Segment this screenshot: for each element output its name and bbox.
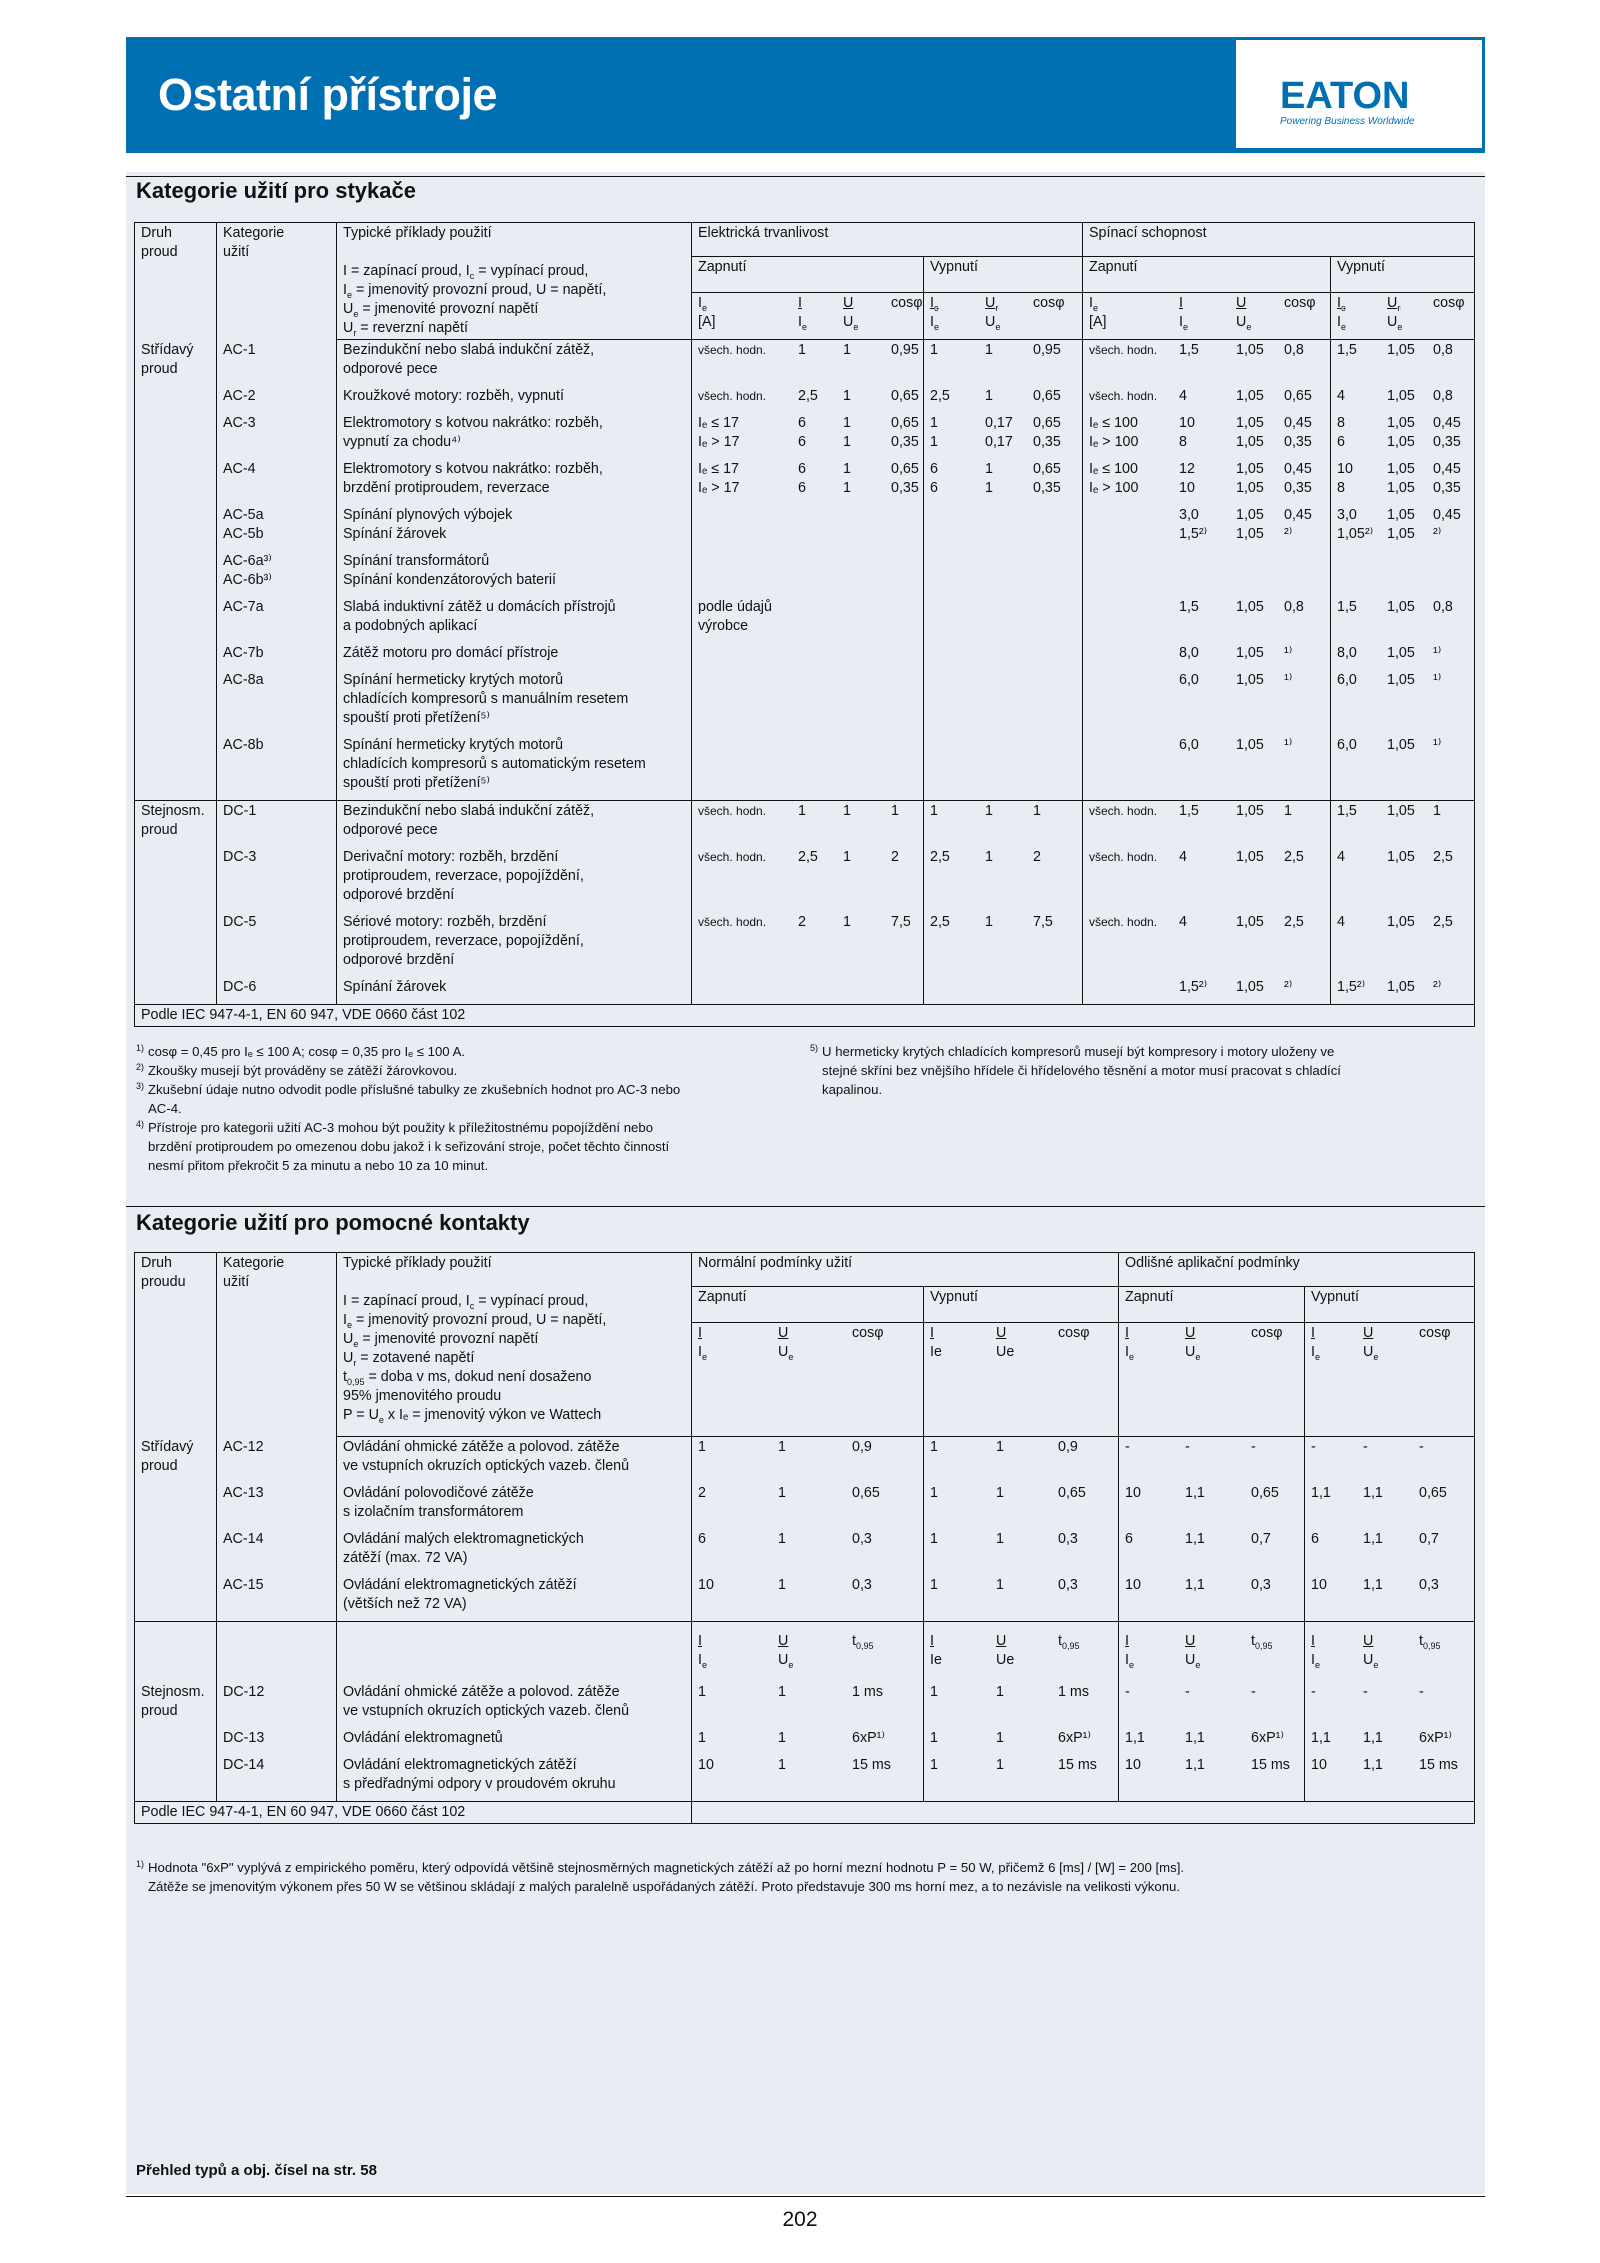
elt-off-values: 1 1 0,17 0,17 0,65 0,35 [930, 415, 1061, 450]
values: 1 1 15 ms [930, 1757, 1097, 1773]
table-row: DC-14 Ovládání elektromagnetických zátěží s předřadnými odpory v proudovém okruhu 10 1 15 ms 1 1 15 ms 10 1,1 15 ms 10 1,1 15 ms [135, 1755, 1475, 1802]
elt-off-values: 2,5 1 0,65 [930, 388, 1061, 404]
table-row: Stejnosm. proud DC-1 Bezindukční nebo slabá indukční zátěž, odporové pece všech. hodn. 1 1 1 1 1 1 všech. hodn. 1,5 1,05 1 1,5 1,05 1 [135, 801, 1475, 848]
header-grid [930, 294, 1078, 332]
elt-on-values: všech. hodn. 2,5 1 2 [698, 849, 899, 865]
table-row: DC-3 Derivační motory: rozběh, brzdění protiproudem, reverzace, popojíždění, odporové brzdění všech. hodn. 2,5 1 2 2,5 1 2 všech. hodn. 4 1,05 2,5 4 1,05 2,5 [135, 847, 1475, 912]
column-header: U $U_e$ [1236, 295, 1252, 332]
elt-on-values: všech. hodn. 2,5 1 0,65 [698, 388, 919, 404]
table-row: Střídavý proud AC-1 Bezindukční nebo slabá indukční zátěž, odporové pece všech. hodn. 1 1 0,95 1 1 0,95 všech. hodn. 1,5 1,05 0,8 1,5 1,05 0,8 [135, 340, 1475, 387]
values: - - - [1311, 1439, 1424, 1455]
values: 1,1 1,1 0,65 [1311, 1485, 1447, 1501]
column-header: U $U_e$ [1185, 1633, 1201, 1670]
contactor-categories-table: Druh proud Kategorie užití Typické příklady použití I = zapínací proud, $I_c$ = vypínací proud, $I_e$ = jmenovitý provozní proud, U = napětí, $U_e$ = jmenovité provozní napětí $U_r$ = reverzní napětí Elektrická trvanlivost Spínací schopnost Zapnutí Vypnutí Zapnutí Vypnutí $I_e$ [A] I $I_e$ U $U_e$ cosφ $I_c$ $I_e$ $U_r$ $U_e$ cosφ $I_e$ [A] I $I_e$ U $U_e$ cosφ $I_c$ $I_e$ $U_r$ $U_e$ cosφ Střídavý proud AC-1 Bezindukční nebo slabá indukční zátěž, odporové pece všech. hodn. 1 1 0,95 1 1 0,95 všech. hodn. 1,5 1,05 0,8 1,5 1,05 0,8 AC-2 Kroužkové motory: rozběh, vypnutí všech. hodn. 2,5 1 0,65 2,5 1 0,65 všech. hodn. 4 1,05 0,65 4 1,05 0,8 AC-3 Elektromotory s kotvou nakrátko: rozběh, vypnutí za chodu⁴⁾ Iₑ ≤ 17 Iₑ > 17 6 6 1 1 0,65 0,35 1 1 0,17 0,17 0,65 0,35 Iₑ ≤ 100 Iₑ > 100 10 8 1,05 1,05 0,45 0,35 8 6 1,05 1,05 0,45 0,35 AC-4 Elektromotory s kotvou nakrátko: rozběh, brzdění protiproudem, reverzace Iₑ ≤ 17 Iₑ > 17 6 6 1 1 0,65 0,35 6 6 1 1 0,65 0,35 Iₑ ≤ 100 Iₑ > 100 12 10 1,05 1,05 0,45 0,35 10 8 1,05 1,05 0,45 0,35 AC-5a AC-5b Spínání plynových výbojek Spínání žárovek 3,0 1,5²⁾ 1,05 1,05 0,45 ²⁾ 3,0 1,05²⁾ 1,05 1,05 0,45 ²⁾ AC-6a³⁾ AC-6b³⁾ Spínání transformátorů Spínání kondenzátorových baterií AC-7a Slabá induktivní zátěž u domácích přístrojů a podobných aplikací podle údajů výrobce 1,5 1,05 0,8 1,5 1,05 0,8 AC-7b Zátěž motoru pro domácí přístroje 8,0 1,05 ¹⁾ 8,0 1,05 ¹⁾ AC-8a Spínání hermeticky krytých motorů chladících kompresorů s manuálním resetem spouští proti přetížení⁵⁾ 6,0 1,05 ¹⁾ 6,0 1,05 ¹⁾ AC-8b Spínání hermeticky krytých motorů chladících kompresorů s automatickým resetem spouští proti přetížení⁵⁾ 6,0 1,05 ¹⁾ 6,0 1,05 ¹⁾ Stejnosm. proud DC-1 Bezindukční nebo slabá indukční zátěž, odporové pece všech. hodn. 1 1 1 1 1 1 všech. hodn. 1,5 1,05 1 1,5 1,05 1 DC-3 Derivační motory: rozběh, brzdění protiproudem, reverzace, popojíždění, odporové brzdění všech. hodn. 2,5 1 2 2,5 1 2 všech. hodn. 4 1,05 2,5 4 1,05 2,5 DC-5 Sériové motory: rozběh, brzdění protiproudem, reverzace, popojíždění, odporové brzdění všech. hodn. 2 1 7,5 2,5 1 7,5 všech. hodn. 4 1,05 2,5 4 1,05 2,5 DC-6 Spínání žárovek 1,5²⁾ 1,05 ²⁾ 1,5²⁾ 1,05 ²⁾ Podle IEC 947-4-1, EN 60 947, VDE 0660 část 102 [134, 222, 1475, 1027]
sw-off-values: 4 1,05 2,5 [1337, 849, 1453, 865]
table-row: Střídavý proud AC-12 Ovládání ohmické zátěže a polovod. zátěže ve vstupních okruzích optických vazeb. členů 1 1 0,9 1 1 0,9 - - - - - - [135, 1437, 1475, 1484]
sw-on-values: všech. hodn. 1,5 1,05 1 [1089, 803, 1292, 819]
table-row: AC-7a Slabá induktivní zátěž u domácích přístrojů a podobných aplikací podle údajů výrobce 1,5 1,05 0,8 1,5 1,05 0,8 [135, 597, 1475, 643]
divider [126, 2196, 1485, 2197]
table-row: AC-13 Ovládání polovodičové zátěže s izolačním transformátorem 2 1 0,65 1 1 0,65 10 1,1 0,65 1,1 1,1 0,65 [135, 1483, 1475, 1529]
column-header: U Ue [996, 1325, 1015, 1360]
footnote: 4) Přístroje pro kategorii užití AC-3 mohou být použity k příležitostnému popojíždění nebo brzdění protiproudem po omezenou dobu jakož i k seřizování stroje, počet těchto činností nesmí přitom překročit 5 za minutu a nebo 10 za 10 minut. [136, 1119, 670, 1173]
aux-contact-categories-table: Druh proudu Kategorie užití Typické příklady použití I = zapínací proud, $I_c$ = vypínací proud, $I_e$ = jmenovitý provozní proud, U = napětí, $U_e$ = jmenovité provozní napětí $U_r$ = zotavené napětí $t_{0,95}$ = doba v ms, dokud není dosaženo 95% jmenovitého proudu $P = U_e$ x Iₑ = jmenovitý výkon ve Wattech Normální podmínky užití Odlišné aplikační podmínky Zapnutí Vypnutí Zapnutí Vypnutí I $I_e$ U $U_e$ cosφ I Ie U Ue cosφ I $I_e$ U $U_e$ cosφ I $I_e$ U $U_e$ cosφ Střídavý proud AC-12 Ovládání ohmické zátěže a polovod. zátěže ve vstupních okruzích optických vazeb. členů 1 1 0,9 1 1 0,9 - - - - - - AC-13 Ovládání polovodičové zátěže s izolačním transformátorem 2 1 0,65 1 1 0,65 10 1,1 0,65 1,1 1,1 0,65 AC-14 Ovládání malých elektromagnetických zátěží (max. 72 VA) 6 1 0,3 1 1 0,3 6 1,1 0,7 6 1,1 0,7 AC-15 Ovládání elektromagnetických zátěží (větších než 72 VA) 10 1 0,3 1 1 0,3 10 1,1 0,3 10 1,1 0,3 I $I_e$ U $U_e$ $t_{0,95}$ I Ie U Ue $t_{0,95}$ I $I_e$ U $U_e$ $t_{0,95}$ I $I_e$ U $U_e$ $t_{0,95}$ Stejnosm. proud DC-12 Ovládání ohmické zátěže a polovod. zátěže ve vstupních okruzích optických vazeb. členů 1 1 1 ms 1 1 1 ms - - - - - - DC-13 Ovládání elektromagnetů 1 1 6xP¹⁾ 1 1 6xP¹⁾ 1,1 1,1 6xP¹⁾ 1,1 1,1 6xP¹⁾ DC-14 Ovládání elektromagnetických zátěží s předřadnými odpory v proudovém okruhu 10 1 15 ms 1 1 15 ms 10 1,1 15 ms 10 1,1 15 ms Podle IEC 947-4-1, EN 60 947, VDE 0660 část 102 [134, 1252, 1475, 1824]
sw-on-values: Iₑ ≤ 100 Iₑ > 100 10 8 1,05 1,05 0,45 0,35 [1089, 415, 1312, 450]
elt-on-values: podle údajů výrobce [698, 599, 772, 634]
sw-on-values: všech. hodn. 1,5 1,05 0,8 [1089, 342, 1304, 358]
values: 10 1,1 0,3 [1125, 1577, 1271, 1593]
sw-on-values: 3,0 1,5²⁾ 1,05 1,05 0,45 ²⁾ [1179, 507, 1312, 542]
sw-off-values: 6,0 1,05 ¹⁾ [1337, 737, 1442, 753]
column-header: $t_{0,95}$ [1419, 1633, 1441, 1651]
sw-off-values: 1,5²⁾ 1,05 ²⁾ [1337, 979, 1442, 995]
divider [126, 1206, 1485, 1207]
sw-off-values: 4 1,05 2,5 [1337, 914, 1453, 930]
column-header: U $U_e$ [1363, 1633, 1379, 1670]
table-row: DC-5 Sériové motory: rozběh, brzdění protiproudem, reverzace, popojíždění, odporové brzdění všech. hodn. 2 1 7,5 2,5 1 7,5 všech. hodn. 4 1,05 2,5 4 1,05 2,5 [135, 912, 1475, 977]
column-header: $I_c$ $I_e$ [930, 295, 939, 332]
sw-on-values: 6,0 1,05 ¹⁾ [1179, 672, 1293, 688]
column-header: cosφ [891, 295, 923, 311]
values: - - - [1125, 1684, 1256, 1700]
header-grid [1337, 294, 1470, 332]
table-row: AC-5a AC-5b Spínání plynových výbojek Spínání žárovek 3,0 1,5²⁾ 1,05 1,05 0,45 ²⁾ 3,0 1,05²⁾ 1,05 1,05 0,45 ²⁾ [135, 505, 1475, 551]
sw-on-values: 6,0 1,05 ¹⁾ [1179, 737, 1293, 753]
header-grid [930, 1632, 1114, 1670]
elt-on-values: Iₑ ≤ 17 Iₑ > 17 6 6 1 1 0,65 0,35 [698, 461, 919, 496]
values: 10 1,1 15 ms [1311, 1757, 1458, 1773]
column-header: I $I_e$ [1311, 1325, 1320, 1362]
source-note: Podle IEC 947-4-1, EN 60 947, VDE 0660 část 102 [135, 1005, 1475, 1027]
header-grid [1125, 1632, 1300, 1670]
eaton-logo-mark [1280, 78, 1430, 112]
footnote: 2) Zkoušky musejí být prováděny se zátěží žárovkovou. [136, 1062, 458, 1078]
values: 10 1 15 ms [698, 1757, 891, 1773]
sw-on-values: 1,5²⁾ 1,05 ²⁾ [1179, 979, 1293, 995]
column-header: I $I_e$ [698, 1633, 707, 1670]
column-header: I $I_e$ [698, 1325, 707, 1362]
elt-off-values: 2,5 1 7,5 [930, 914, 1053, 930]
legend: I = zapínací proud, $I_c$ = vypínací proud, $I_e$ = jmenovitý provozní proud, U = napětí, $U_e$ = jmenovité provozní napětí $U_r$ = reverzní napětí [343, 263, 607, 338]
sw-off-values: 3,0 1,05²⁾ 1,05 1,05 0,45 ²⁾ [1337, 507, 1461, 542]
values: 1 1 0,3 [930, 1577, 1078, 1593]
table-row: AC-8a Spínání hermeticky krytých motorů chladících kompresorů s manuálním resetem spouští proti přetížení⁵⁾ 6,0 1,05 ¹⁾ 6,0 1,05 ¹⁾ [135, 670, 1475, 735]
column-header: U $U_e$ [778, 1633, 794, 1670]
column-header: I $I_e$ [1125, 1325, 1134, 1362]
column-header: $I_e$ [A] [698, 295, 716, 330]
sw-off-values: 8 6 1,05 1,05 0,45 0,35 [1337, 415, 1461, 450]
table-row: DC-6 Spínání žárovek 1,5²⁾ 1,05 ²⁾ 1,5²⁾ 1,05 ²⁾ [135, 977, 1475, 1005]
divider [126, 176, 1485, 177]
column-header: $U_r$ $U_e$ [985, 295, 1001, 332]
eaton-logo [1235, 39, 1483, 149]
header-grid [1125, 1324, 1300, 1362]
column-header: cosφ [1033, 295, 1065, 311]
sw-off-values: 6,0 1,05 ¹⁾ [1337, 672, 1442, 688]
header-grid [1311, 1324, 1470, 1362]
values: 1,1 1,1 6xP¹⁾ [1311, 1730, 1452, 1746]
elt-off-values: 6 6 1 1 0,65 0,35 [930, 461, 1061, 496]
column-header: cosφ [1058, 1325, 1090, 1341]
elt-off-values: 2,5 1 2 [930, 849, 1041, 865]
content-area [126, 172, 1485, 2194]
table-row: AC-15 Ovládání elektromagnetických zátěží (větších než 72 VA) 10 1 0,3 1 1 0,3 10 1,1 0,3 10 1,1 0,3 [135, 1575, 1475, 1622]
source-note: Podle IEC 947-4-1, EN 60 947, VDE 0660 část 102 [135, 1802, 692, 1824]
table-row: AC-7b Zátěž motoru pro domácí přístroje 8,0 1,05 ¹⁾ 8,0 1,05 ¹⁾ [135, 643, 1475, 670]
sw-on-values: všech. hodn. 4 1,05 2,5 [1089, 914, 1304, 930]
sw-off-values: 1,5 1,05 0,8 [1337, 342, 1453, 358]
sw-off-values: 4 1,05 0,8 [1337, 388, 1453, 404]
column-header: U Ue [996, 1633, 1015, 1668]
column-header: $t_{0,95}$ [852, 1633, 874, 1651]
values: 1 1 0,9 [698, 1439, 872, 1455]
column-header: $I_c$ $I_e$ [1337, 295, 1346, 332]
column-header: $U_r$ $U_e$ [1387, 295, 1403, 332]
column-header: U $U_e$ [1185, 1325, 1201, 1362]
table-row: AC-6a³⁾ AC-6b³⁾ Spínání transformátorů Spínání kondenzátorových baterií [135, 551, 1475, 597]
column-header: I Ie [930, 1633, 942, 1668]
elt-on-values: všech. hodn. 2 1 7,5 [698, 914, 911, 930]
table-row: AC-3 Elektromotory s kotvou nakrátko: rozběh, vypnutí za chodu⁴⁾ Iₑ ≤ 17 Iₑ > 17 6 6 1 1 0,65 0,35 1 1 0,17 0,17 0,65 0,35 Iₑ ≤ 100 Iₑ > 100 10 8 1,05 1,05 0,45 0,35 8 6 1,05 1,05 0,45 0,35 [135, 413, 1475, 459]
header-grid [698, 1324, 919, 1362]
sw-off-values: 1,5 1,05 1 [1337, 803, 1441, 819]
values: 1 1 1 ms [698, 1684, 883, 1700]
column-header: U $U_e$ [1363, 1325, 1379, 1362]
values: 1 1 6xP¹⁾ [930, 1730, 1091, 1746]
column-header: $t_{0,95}$ [1251, 1633, 1273, 1651]
elt-off-values: 1 1 1 [930, 803, 1041, 819]
values: 10 1,1 0,65 [1125, 1485, 1279, 1501]
values: 6 1,1 0,7 [1311, 1531, 1439, 1547]
column-header: I $I_e$ [1125, 1633, 1134, 1670]
header-grid [1089, 294, 1326, 332]
column-header: I Ie [930, 1325, 942, 1360]
sw-on-values: Iₑ ≤ 100 Iₑ > 100 12 10 1,05 1,05 0,45 0,35 [1089, 461, 1312, 496]
column-header: cosφ [1251, 1325, 1283, 1341]
column-header: U $U_e$ [843, 295, 859, 332]
sw-off-values: 8,0 1,05 ¹⁾ [1337, 645, 1442, 661]
column-header: I $I_e$ [1311, 1633, 1320, 1670]
footnote: 1) cosφ = 0,45 pro Iₑ ≤ 100 A; cosφ = 0,35 pro Iₑ ≤ 100 A. [136, 1043, 466, 1059]
values: 1 1 0,3 [930, 1531, 1078, 1547]
typ-header: Typické příklady použití [343, 1255, 492, 1271]
elt-on-values: všech. hodn. 1 1 1 [698, 803, 899, 819]
header-grid [698, 294, 923, 332]
logo-text: EATON [1280, 78, 1410, 112]
sw-on-values: všech. hodn. 4 1,05 2,5 [1089, 849, 1304, 865]
table-row: AC-2 Kroužkové motory: rozběh, vypnutí všech. hodn. 2,5 1 0,65 2,5 1 0,65 všech. hodn. 4 1,05 0,65 4 1,05 0,8 [135, 386, 1475, 413]
page-number: 202 [782, 2208, 818, 2231]
values: 2 1 0,65 [698, 1485, 880, 1501]
footnotes-right [810, 1042, 1470, 1099]
column-header: $I_e$ [A] [1089, 295, 1107, 330]
sw-on-values: 8,0 1,05 ¹⁾ [1179, 645, 1293, 661]
values: 6 1,1 0,7 [1125, 1531, 1271, 1547]
column-header: U $U_e$ [778, 1325, 794, 1362]
header-grid [930, 1324, 1114, 1362]
values: 1 1 0,65 [930, 1485, 1086, 1501]
column-header: cosφ [1433, 295, 1465, 311]
section-title-contactors: Kategorie užití pro stykače [136, 178, 416, 203]
sw-off-values: 10 8 1,05 1,05 0,45 0,35 [1337, 461, 1461, 496]
footnote: 5) U hermeticky krytých chladících kompresorů musejí být kompresory i motory uloženy ve stejné skříni bez vnějšího hřídele či hřídelového těsnění a motor musí pracovat s chladící kapalinou. [810, 1043, 1341, 1097]
footnote: 3) Zkušební údaje nutno odvodit podle příslušné tabulky ze zkušebních hodnot pro AC-3 nebo AC-4. [136, 1081, 681, 1116]
values: 1 1 6xP¹⁾ [698, 1730, 885, 1746]
values: - - - [1311, 1684, 1424, 1700]
typ-header: Typické příklady použití [343, 225, 492, 241]
footnotes-left [136, 1042, 816, 1175]
page-title: Ostatní přístroje [158, 69, 498, 120]
table-row: AC-14 Ovládání malých elektromagnetických zátěží (max. 72 VA) 6 1 0,3 1 1 0,3 6 1,1 0,7 6 1,1 0,7 [135, 1529, 1475, 1575]
values: 10 1,1 15 ms [1125, 1757, 1290, 1773]
page-header [126, 37, 1485, 153]
table-row: DC-13 Ovládání elektromagnetů 1 1 6xP¹⁾ 1 1 6xP¹⁾ 1,1 1,1 6xP¹⁾ 1,1 1,1 6xP¹⁾ [135, 1728, 1475, 1755]
values: 1 1 0,9 [930, 1439, 1078, 1455]
column-header: cosφ [1284, 295, 1316, 311]
column-header: I $I_e$ [1179, 295, 1188, 332]
values: 1,1 1,1 6xP¹⁾ [1125, 1730, 1284, 1746]
elt-on-values: všech. hodn. 1 1 0,95 [698, 342, 919, 358]
legend: I = zapínací proud, $I_c$ = vypínací proud, $I_e$ = jmenovitý provozní proud, U = napětí, $U_e$ = jmenovité provozní napětí $U_r$ = zotavené napětí $t_{0,95}$ = doba v ms, dokud není dosaženo 95% jmenovitého proudu $P = U_e$ x Iₑ = jmenovitý výkon ve Wattech [343, 1293, 607, 1425]
table-row: Stejnosm. proud DC-12 Ovládání ohmické zátěže a polovod. zátěže ve vstupních okruzích optických vazeb. členů 1 1 1 ms 1 1 1 ms - - - - - - [135, 1682, 1475, 1728]
elt-off-values: 1 1 0,95 [930, 342, 1061, 358]
elt-on-values: Iₑ ≤ 17 Iₑ > 17 6 6 1 1 0,65 0,35 [698, 415, 919, 450]
footnote: 1) Hodnota "6xP" vyplývá z empirického poměru, který odpovídá většině stejnosměrných magnetických zátěží až po horní mezní hodnotu P = 50 W, přičemž 6 [ms] / [W] = 200 [ms]. Zátěže se jmenovitým výkonem přes 50 W se většinou skládají z malých paralelně uspořádaných zátěží. Proto představuje 300 ms horní mez, a to nezávisle na velikosti výkonu. [136, 1859, 1185, 1894]
sw-on-values: všech. hodn. 4 1,05 0,65 [1089, 388, 1312, 404]
header-grid [698, 1632, 919, 1670]
table-row: AC-4 Elektromotory s kotvou nakrátko: rozběh, brzdění protiproudem, reverzace Iₑ ≤ 17 Iₑ > 17 6 6 1 1 0,65 0,35 6 6 1 1 0,65 0,35 Iₑ ≤ 100 Iₑ > 100 12 10 1,05 1,05 0,45 0,35 10 8 1,05 1,05 0,45 0,35 [135, 459, 1475, 505]
column-header: I $I_e$ [798, 295, 807, 332]
values: - - - [1125, 1439, 1256, 1455]
sw-off-values: 1,5 1,05 0,8 [1337, 599, 1453, 615]
values: 10 1,1 0,3 [1311, 1577, 1439, 1593]
logo-tagline: Powering Business Worldwide [1280, 116, 1415, 127]
values: 10 1 0,3 [698, 1577, 872, 1593]
column-header: cosφ [852, 1325, 884, 1341]
table-row: AC-8b Spínání hermeticky krytých motorů chladících kompresorů s automatickým resetem spouští proti přetížení⁵⁾ 6,0 1,05 ¹⁾ 6,0 1,05 ¹⁾ [135, 735, 1475, 801]
header-grid [1311, 1632, 1470, 1670]
column-header: cosφ [1419, 1325, 1451, 1341]
values: 6 1 0,3 [698, 1531, 872, 1547]
section-title-aux-contacts: Kategorie užití pro pomocné kontakty [136, 1210, 530, 1235]
footer-note: Přehled typů a obj. čísel na str. 58 [136, 2162, 377, 2179]
values: 1 1 1 ms [930, 1684, 1089, 1700]
column-header: $t_{0,95}$ [1058, 1633, 1080, 1651]
sw-on-values: 1,5 1,05 0,8 [1179, 599, 1304, 615]
footnotes-aux [136, 1858, 1466, 1896]
